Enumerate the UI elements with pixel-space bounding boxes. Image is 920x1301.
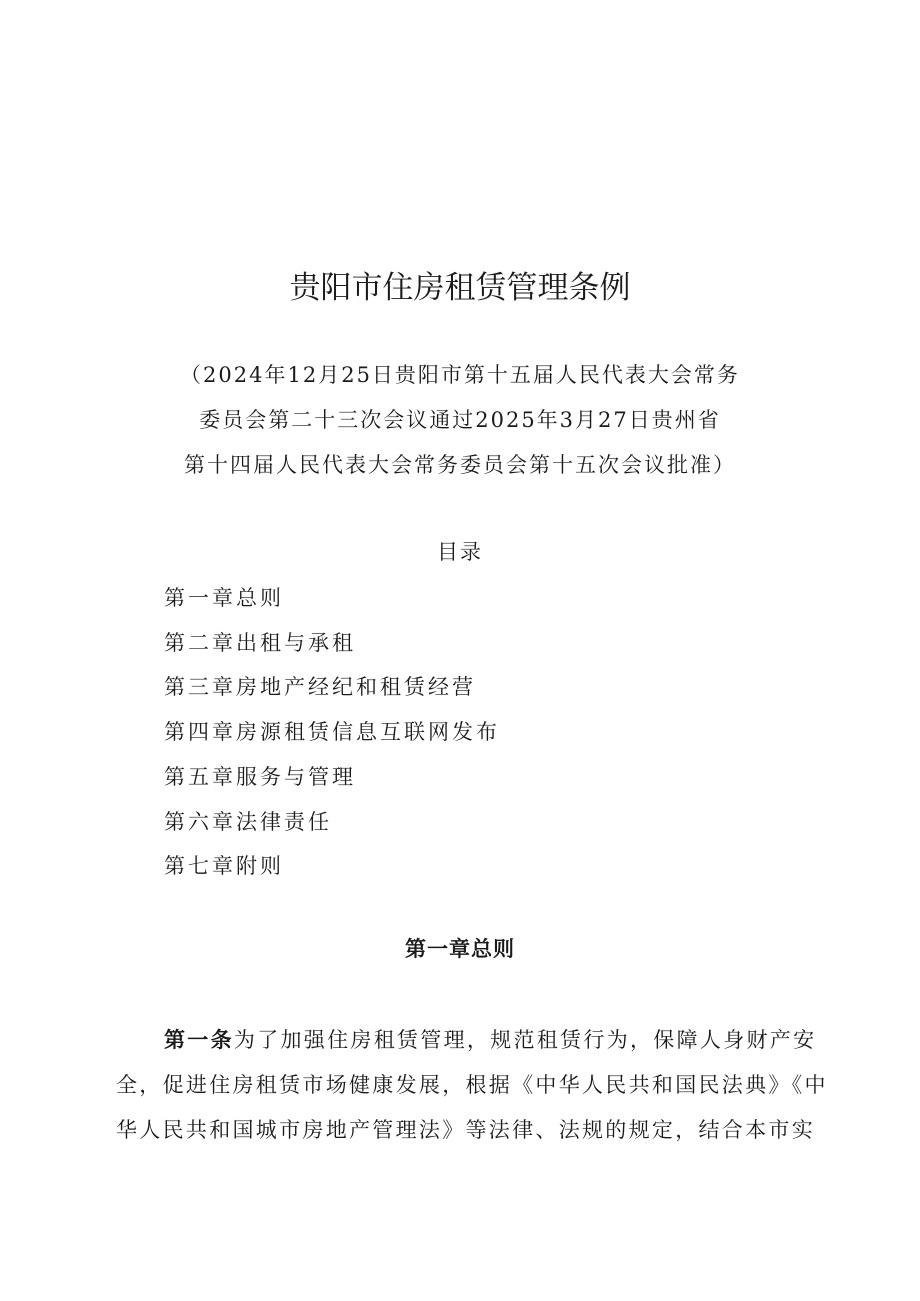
toc-item-chapter-6: 第六章法律责任 bbox=[164, 809, 332, 834]
toc-item-chapter-4: 第四章房源租赁信息互联网发布 bbox=[164, 720, 500, 745]
article-number: 第一条 bbox=[164, 1028, 234, 1052]
adoption-note-line: （2024年12月25日贵阳市第十五届人民代表大会常务 bbox=[180, 363, 740, 387]
toc-item-chapter-1: 第一章总则 bbox=[164, 586, 284, 610]
toc-heading: 目录 bbox=[437, 540, 483, 564]
article-1 bbox=[116, 1018, 828, 1153]
adoption-note-line: 委员会第二十三次会议通过2025年3月27日贵州省 bbox=[199, 408, 721, 432]
adoption-note-line: 第十四届人民代表大会常务委员会第十五次会议批准） bbox=[184, 453, 736, 477]
adoption-note bbox=[0, 353, 920, 488]
document-title: 贵阳市住房租赁管理条例 bbox=[289, 270, 631, 306]
article-text: 为了加强住房租赁管理，规范租赁行为，保障人身财产安 bbox=[233, 1028, 817, 1052]
article-line: 华人民共和国城市房地产管理法》等法律、法规的规定，结合本市实 bbox=[116, 1118, 815, 1142]
toc-item-chapter-2: 第二章出租与承租 bbox=[164, 630, 356, 655]
toc-item-chapter-3: 第三章房地产经纪和租赁经营 bbox=[164, 675, 476, 700]
toc-item-chapter-7: 第七章附则 bbox=[164, 854, 284, 879]
chapter-heading: 第一章总则 bbox=[405, 937, 515, 961]
article-line: 全，促进住房租赁市场健康发展，根据《中华人民共和国民法典》《中 bbox=[116, 1073, 828, 1097]
article-line bbox=[116, 1018, 816, 1063]
table-of-contents bbox=[164, 576, 500, 889]
toc-item-chapter-5: 第五章服务与管理 bbox=[164, 764, 356, 789]
